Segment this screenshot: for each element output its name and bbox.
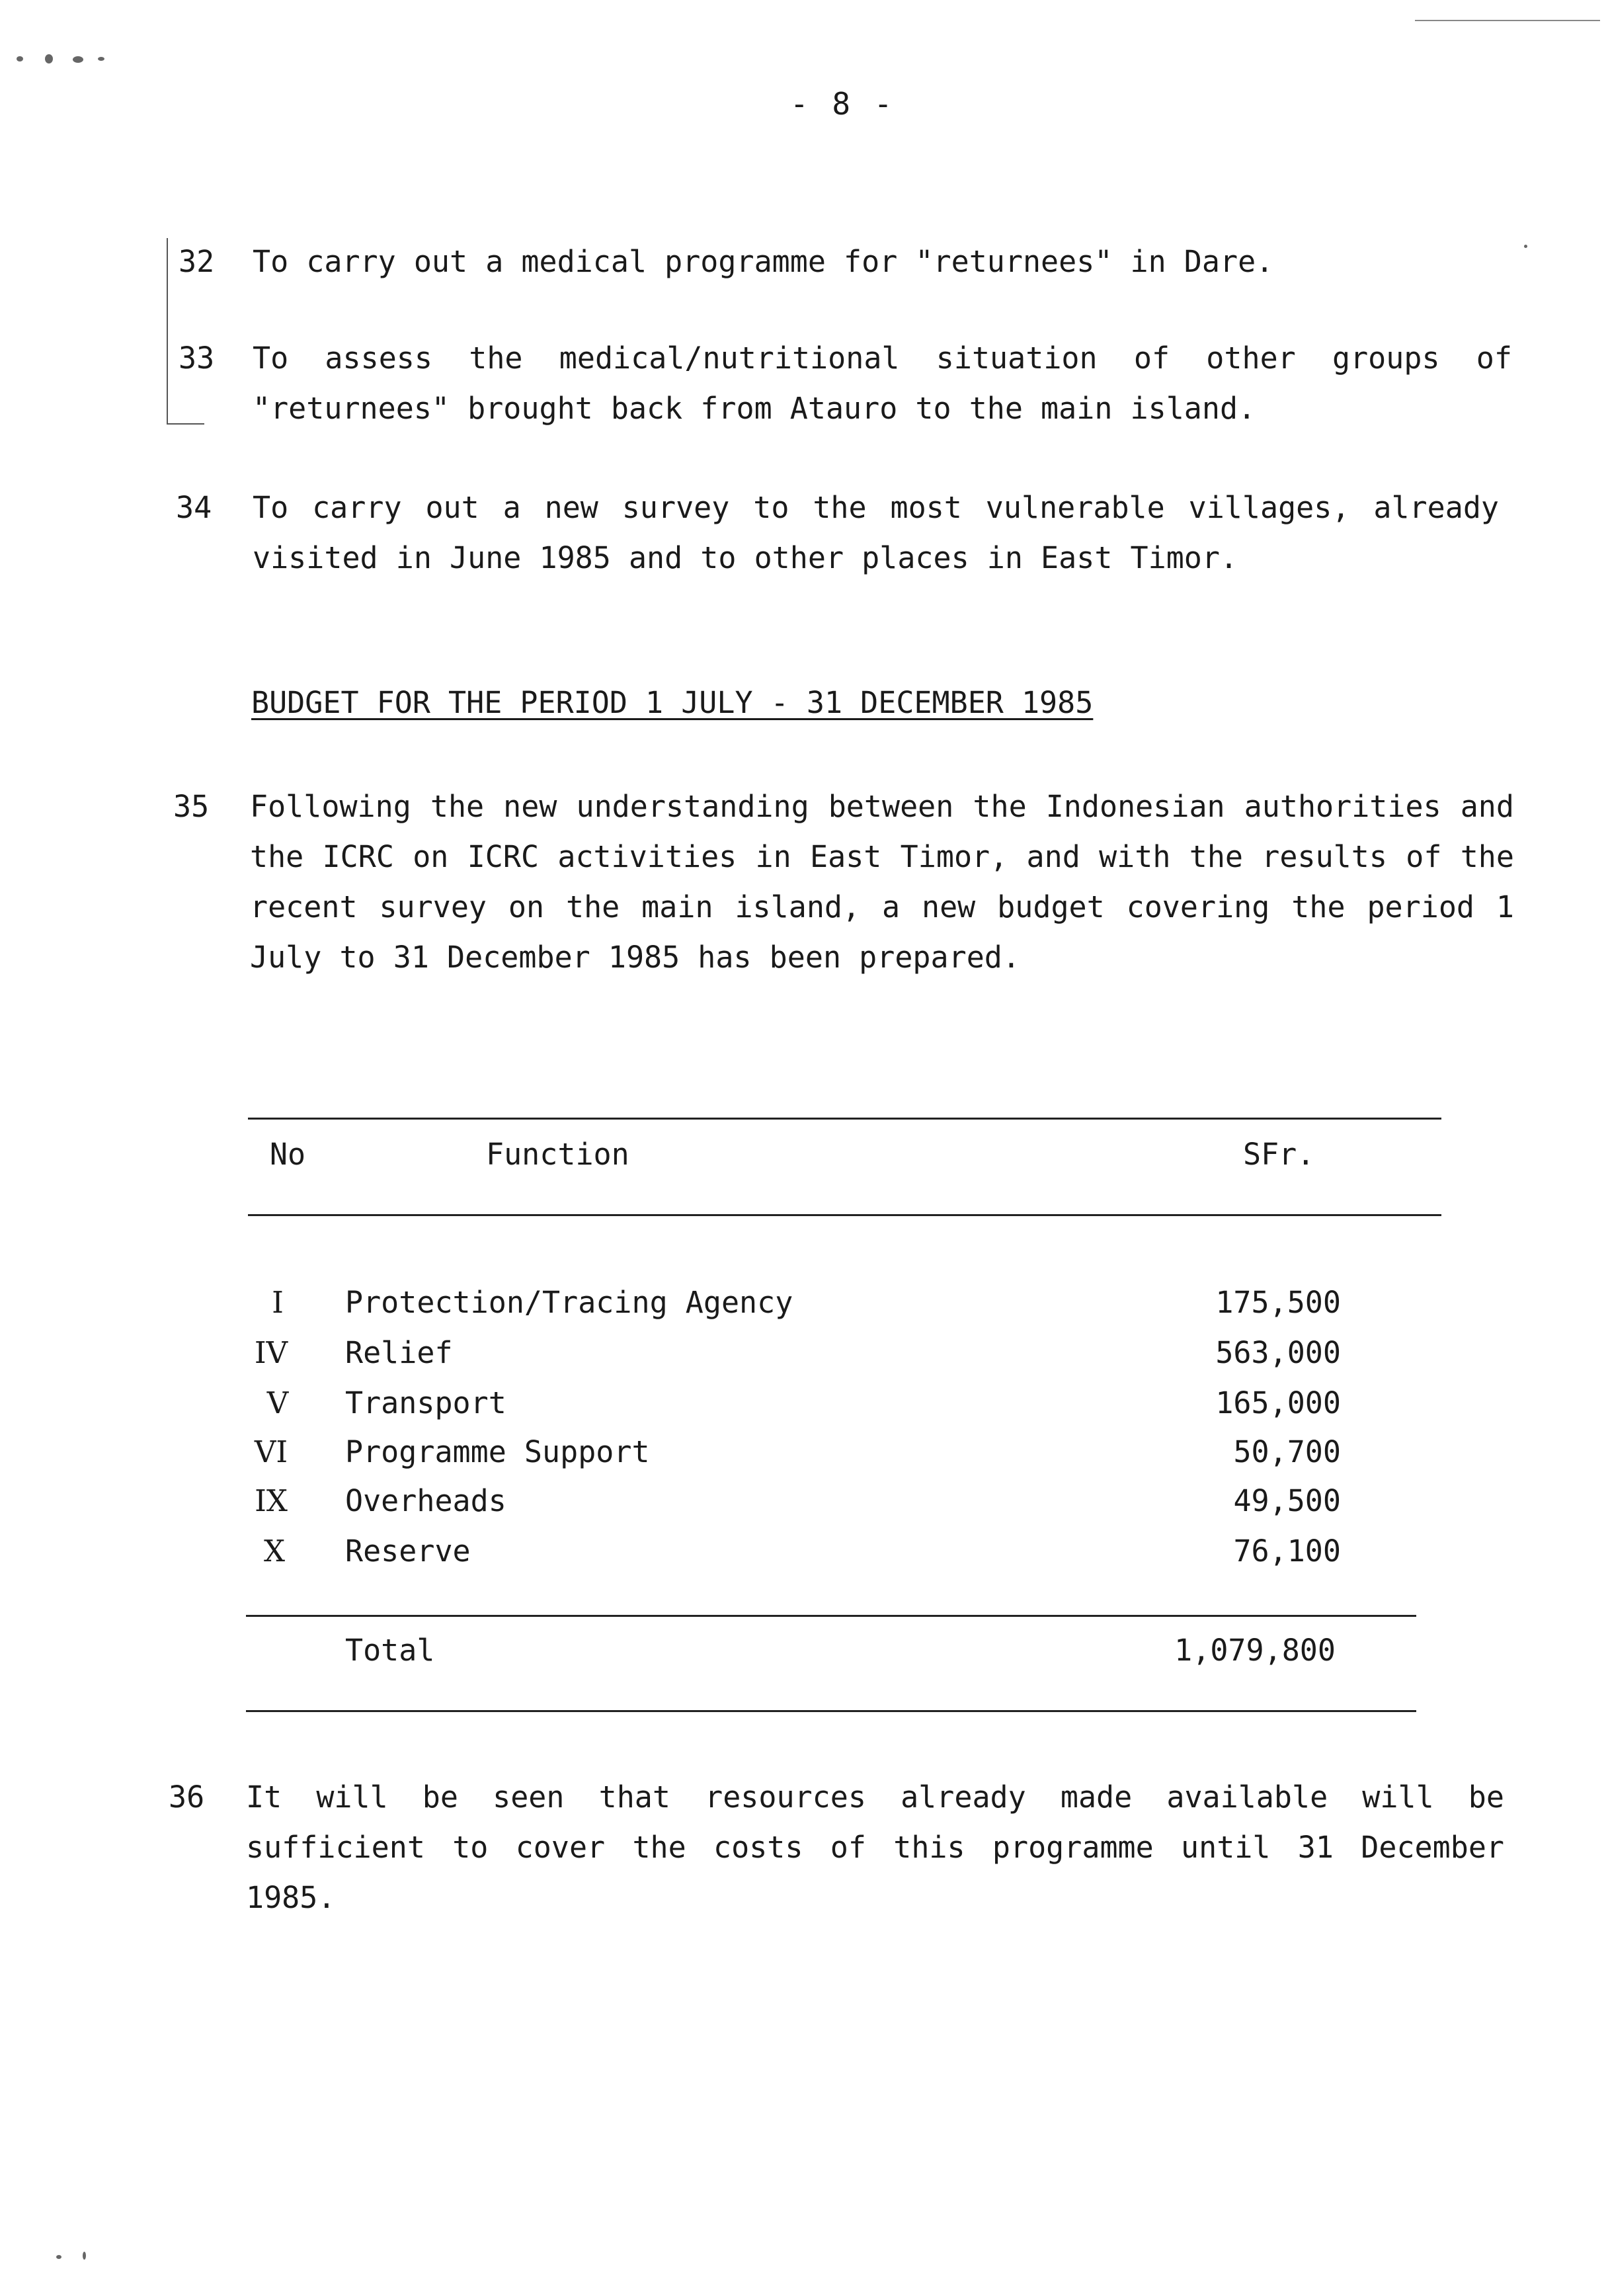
- paragraph-text: Following the new understanding between the Indonesian authorities and the ICRC on ICRC activities in East Timor, and with the results of the recent survey on the main island, a new budget covering the period 1 July to 31 December 1985 has been prepared.: [250, 789, 1514, 975]
- row-no: X: [263, 1534, 286, 1569]
- paragraph-number: 33: [179, 341, 215, 376]
- row-function: Relief: [345, 1335, 453, 1370]
- paragraph-36: [169, 1772, 1531, 1931]
- row-no: VI: [254, 1434, 288, 1469]
- row-function: Overheads: [345, 1483, 506, 1518]
- scan-mark: [17, 56, 23, 62]
- row-sfr: 49,500: [1233, 1483, 1341, 1518]
- table-row: [0, 1483, 1608, 1522]
- page-number: - 8 -: [790, 86, 895, 122]
- table-header-row: [0, 1136, 1608, 1176]
- scan-mark: [98, 57, 104, 61]
- table-row: [0, 1284, 1608, 1324]
- paragraph-text: It will be seen that resources already made available will be sufficient to cover the costs of this programme until 31 December 1985.: [246, 1780, 1504, 1915]
- paragraph-number: 35: [173, 789, 210, 824]
- paragraph-text: To carry out a medical programme for "returnees" in Dare.: [253, 244, 1274, 279]
- row-sfr: 165,000: [1215, 1385, 1341, 1420]
- table-total-row: [0, 1632, 1608, 1672]
- column-header-no: No: [269, 1137, 306, 1172]
- row-sfr: 50,700: [1233, 1434, 1341, 1469]
- table-row: [0, 1385, 1608, 1424]
- row-no: V: [266, 1385, 289, 1420]
- paragraph-number: 32: [179, 244, 215, 279]
- row-function: Reserve: [345, 1534, 471, 1569]
- row-function: Protection/Tracing Agency: [345, 1285, 793, 1320]
- scan-mark: [73, 56, 83, 63]
- paragraph-number: 36: [169, 1780, 205, 1815]
- paragraph-33: [179, 333, 1534, 439]
- paragraph-32: [179, 237, 1534, 290]
- table-row: [0, 1434, 1608, 1473]
- budget-heading: BUDGET FOR THE PERIOD 1 JULY - 31 DECEMBER 1985: [251, 685, 1094, 720]
- total-sfr: 1,079,800: [1174, 1633, 1336, 1668]
- row-no: I: [272, 1285, 284, 1320]
- table-row: [0, 1533, 1608, 1573]
- paragraph-text: To carry out a new survey to the most vulnerable villages, already visited in June 1985 and to other places in East Timor.: [253, 490, 1499, 575]
- paragraph-35: [173, 782, 1535, 1046]
- row-function: Transport: [345, 1385, 506, 1420]
- total-label: Total: [345, 1633, 435, 1668]
- table-header-rule: [248, 1214, 1441, 1216]
- scan-mark: [45, 54, 53, 63]
- row-no: IX: [255, 1483, 288, 1518]
- row-sfr: 76,100: [1233, 1534, 1341, 1569]
- row-no: IV: [254, 1335, 288, 1370]
- table-row: [0, 1334, 1608, 1374]
- paragraph-number: 34: [176, 490, 212, 525]
- column-header-function: Function: [486, 1137, 629, 1172]
- scan-mark: [56, 2255, 61, 2259]
- scan-edge-line: [1415, 20, 1600, 21]
- table-total-rule: [246, 1615, 1416, 1617]
- row-function: Programme Support: [345, 1434, 650, 1469]
- table-top-rule: [248, 1118, 1441, 1120]
- paragraph-34: [176, 483, 1531, 589]
- table-bottom-rule: [246, 1710, 1416, 1712]
- column-header-sfr: SFr.: [1243, 1137, 1315, 1172]
- row-sfr: 175,500: [1215, 1285, 1341, 1320]
- row-sfr: 563,000: [1215, 1335, 1341, 1370]
- paragraph-text: To assess the medical/nutritional situation of other groups of "returnees" brought back from Atauro to the main island.: [253, 341, 1512, 426]
- scan-mark: [83, 2252, 86, 2260]
